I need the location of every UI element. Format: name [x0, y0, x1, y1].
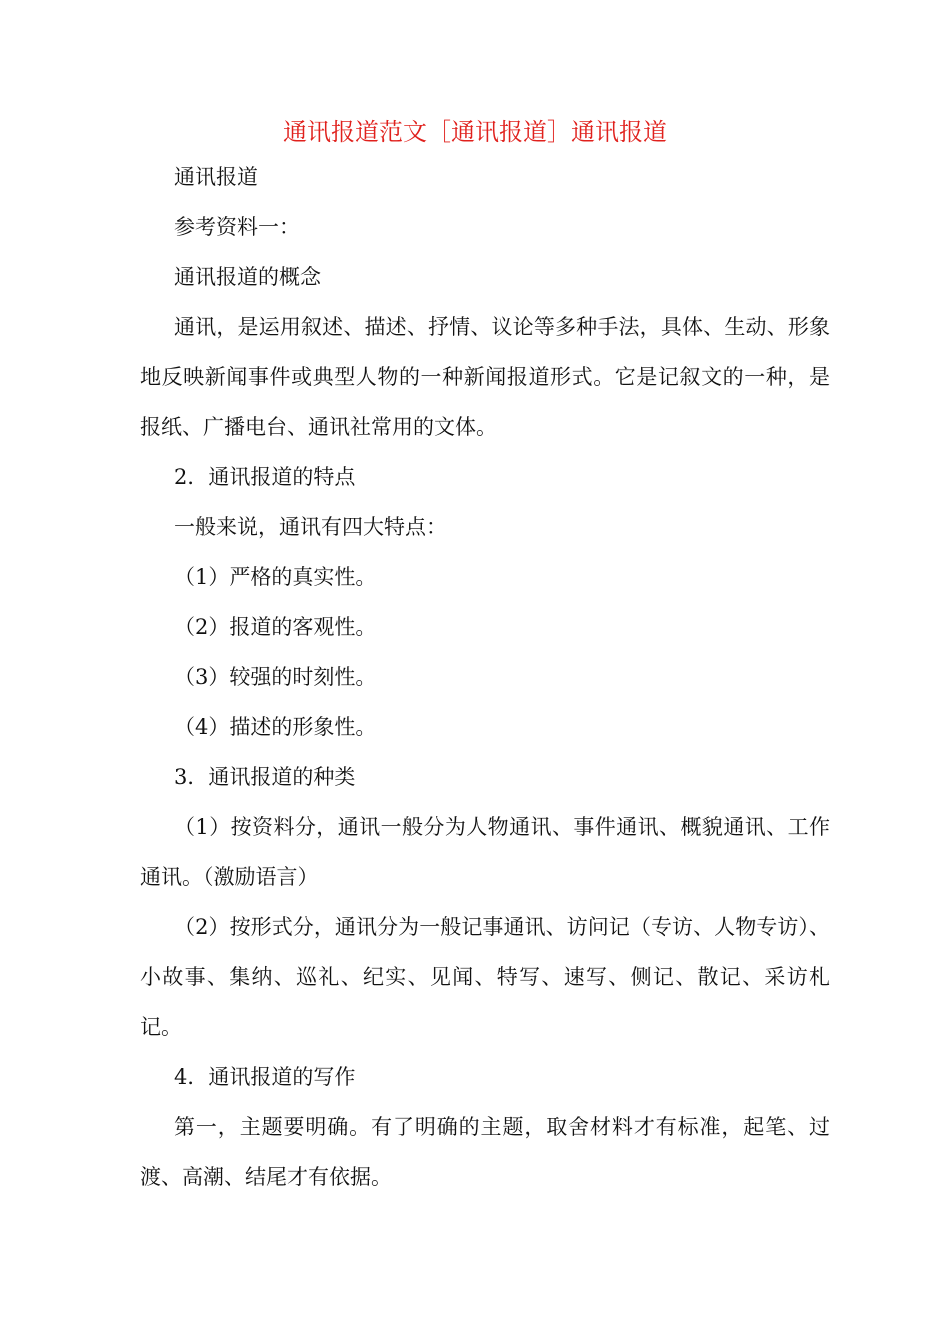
paragraph-feature-3: （3）较强的时刻性。: [174, 665, 377, 689]
paragraph-type-by-material: （1）按资料分，通讯一般分为人物通讯、事件通讯、概貌通讯、工作通讯。（激励语言）: [140, 815, 830, 889]
paragraph-reference: 参考资料一：: [174, 215, 300, 239]
paragraph-writing-first: 第一，主题要明确。有了明确的主题，取舍材料才有标准，起笔、过渡、高潮、结尾才有依据。: [140, 1115, 830, 1189]
paragraph-concept-heading: 通讯报道的概念: [174, 265, 321, 289]
document-title: 通讯报道范文［通讯报道］通讯报道: [283, 118, 667, 146]
paragraph-feature-2: （2）报道的客观性。: [174, 615, 377, 639]
paragraph-features-intro: 一般来说，通讯有四大特点：: [174, 515, 447, 539]
paragraph-feature-4: （4）描述的形象性。: [174, 715, 377, 739]
paragraph-feature-1: （1）严格的真实性。: [174, 565, 377, 589]
paragraph-features-heading: 2．通讯报道的特点: [174, 465, 356, 489]
paragraph-heading: 通讯报道: [174, 165, 258, 189]
paragraph-type-by-form: （2）按形式分，通讯分为一般记事通讯、访问记（专访、人物专访）、小故事、集纳、巡礼、纪实、见闻、特写、速写、侧记、散记、采访札记。: [140, 915, 830, 1039]
document-body: [140, 152, 830, 1202]
paragraph-concept-text: 通讯，是运用叙述、描述、抒情、议论等多种手法，具体、生动、形象地反映新闻事件或典型人物的一种新闻报道形式。它是记叙文的一种，是报纸、广播电台、通讯社常用的文体。: [140, 315, 830, 439]
paragraph-types-heading: 3．通讯报道的种类: [174, 765, 356, 789]
paragraph-writing-heading: 4．通讯报道的写作: [174, 1065, 356, 1089]
